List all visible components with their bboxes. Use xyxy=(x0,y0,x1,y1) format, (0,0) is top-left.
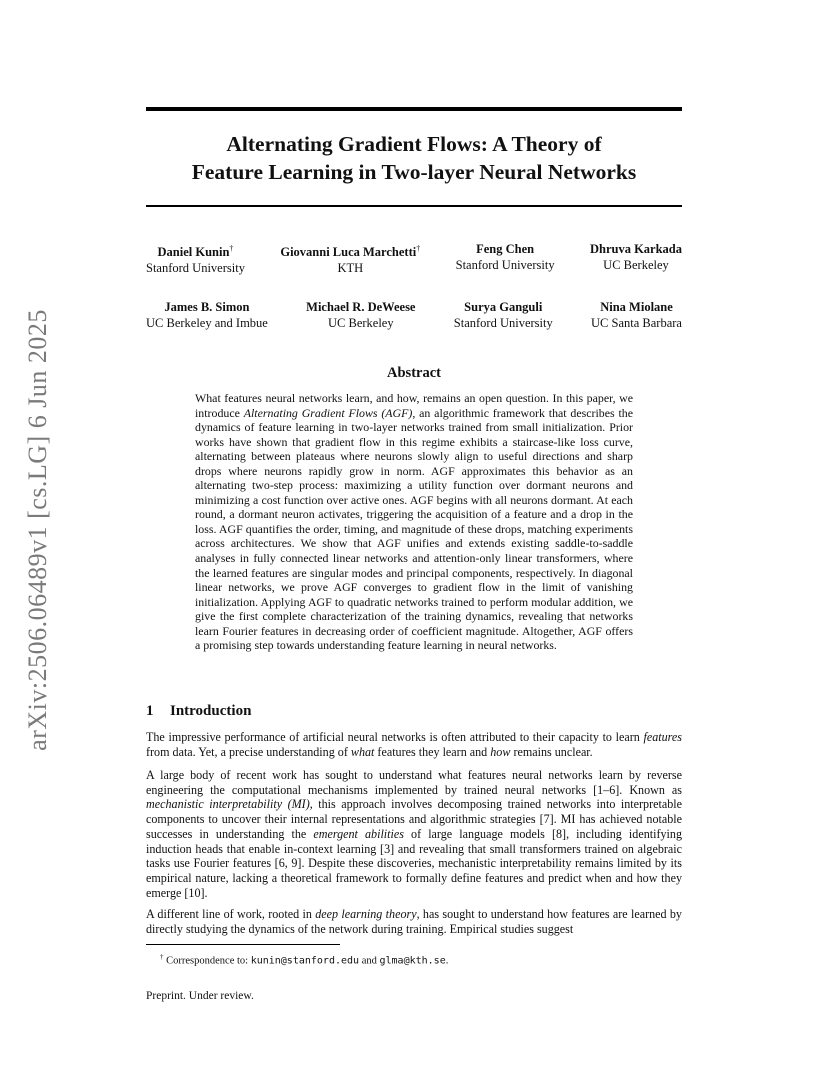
abstract-emphasis: Alternating Gradient Flows (AGF) xyxy=(243,405,413,420)
author-name: Feng Chen xyxy=(476,242,535,256)
author-entry xyxy=(590,241,682,276)
arxiv-stamp-text: arXiv:2506.06489v1 [cs.LG] 6 Jun 2025 xyxy=(23,309,52,751)
author-entry xyxy=(454,299,553,331)
author-name: James B. Simon xyxy=(164,300,250,315)
title-line-2: Feature Learning in Two-layer Neural Networks xyxy=(191,160,637,184)
author-name: Michael R. DeWeese xyxy=(306,300,416,315)
preprint-note: Preprint. Under review. xyxy=(146,990,254,1002)
author-affiliation: UC Berkeley and Imbue xyxy=(146,316,268,331)
author-affiliation: UC Santa Barbara xyxy=(591,316,682,331)
title-line-1: Alternating Gradient Flows: A Theory of xyxy=(226,132,602,156)
section-title: Introduction xyxy=(170,703,252,719)
author-affiliation: Stanford University xyxy=(146,261,245,276)
section-heading-introduction xyxy=(146,703,251,720)
author-entry xyxy=(591,299,682,331)
author-entry xyxy=(146,299,268,331)
author-affiliation: UC Berkeley xyxy=(603,258,669,272)
section-number: 1 xyxy=(146,703,154,719)
author-name: Nina Miolane xyxy=(600,300,673,315)
author-mark: † xyxy=(416,244,421,253)
author-row-1 xyxy=(146,241,682,276)
email-link[interactable]: kunin@stanford.edu xyxy=(250,955,360,967)
correspondence-footnote: † Correspondence to: kunin@stanford.edu and glma@kth.se. xyxy=(160,953,449,967)
author-entry xyxy=(306,299,415,331)
author-affiliation: Stanford University xyxy=(455,258,555,272)
author-mark: † xyxy=(229,244,234,253)
intro-paragraph-1: The impressive performance of artificial neural networks is often attributed to their capacity to learn features from data. Yet, a precise understanding of what features they learn and how remains unclear. xyxy=(146,730,682,759)
author-affiliation: Stanford University xyxy=(453,316,553,331)
email-link[interactable]: glma@kth.se xyxy=(379,955,446,967)
author-entry xyxy=(456,241,555,276)
intro-paragraph-3: A different line of work, rooted in deep learning theory, has sought to understand how features are learned by directly studying the dynamics of the network during training. Empirical studies suggest xyxy=(146,907,682,936)
author-entry xyxy=(280,241,420,276)
author-affiliation: UC Berkeley xyxy=(328,316,394,331)
author-name: Giovanni Luca Marchetti xyxy=(280,245,417,260)
intro-paragraph-2: A large body of recent work has sought to understand what features neural networks learn by reverse engineering the computational mechanisms implemented by trained neural networks [1–6]. Known as mechanistic interpretability (MI), this approach involves decomposing trained networks into interpretable components to uncover their internal representations and algorithmic strategies [7]. MI has achieved notable successes in understanding the emergent abilities of large language models [8], including identifying induction heads that enable in-context learning [3] and revealing that small transformers trained on algebraic tasks use Fourier features [6, 9]. Despite these discoveries, mechanistic interpretability remains limited by its empirical nature, lacking a theoretical framework to formally define features and predict when and how they emerge [10]. xyxy=(146,768,683,900)
abstract-body: What features neural networks learn, and how, remains an open question. In this paper, we introduce Alternating Gradient Flows (AGF), an algorithmic framework that describes the dynamics of feature learning in two-layer networks trained from small initialization. Prior works have shown that gradient flow in this regime exhibits a staircase-like loss curve, alternating between plateaus where neurons slowly align to useful directions and sharp drops where neurons rapidly grow in norm. AGF approximates this behavior as an alternating two-step process: maximizing a utility function over dormant neurons and minimizing a cost function over active ones. AGF begins with all neurons dormant. At each round, a dormant neuron activates, triggering the acquisition of a feature and a drop in the loss. AGF quantifies the order, timing, and magnitude of these drops, matching experiments across architectures. We show that AGF unifies and extends existing saddle-to-saddle analyses in fully connected linear networks and attention-only linear transformers, where the learned features are singular modes and principal components, respectively. In diagonal linear networks, we prove AGF converges to gradient flow in the limit of vanishing initialization. Applying AGF to quadratic networks trained to perform modular addition, we give the first complete characterization of the training dynamics, revealing that networks learn Fourier features in decreasing order of coefficient magnitude. Altogether, AGF offers a promising step towards understanding feature learning in neural networks. xyxy=(195,391,633,653)
author-name: Surya Ganguli xyxy=(464,300,543,315)
author-affiliation: KTH xyxy=(337,261,364,276)
abstract-heading: Abstract xyxy=(387,365,441,381)
author-block xyxy=(146,241,682,354)
author-name: Daniel Kunin xyxy=(157,245,230,260)
title-top-rule xyxy=(146,107,682,111)
footnote-rule xyxy=(146,944,340,945)
author-entry xyxy=(146,241,245,276)
title-bottom-rule xyxy=(146,205,682,207)
arxiv-identifier-stamp xyxy=(8,290,68,770)
footnote-mark: † xyxy=(160,953,164,961)
author-row-2 xyxy=(146,299,682,331)
author-name: Dhruva Karkada xyxy=(589,242,682,256)
paper-title xyxy=(146,130,682,186)
